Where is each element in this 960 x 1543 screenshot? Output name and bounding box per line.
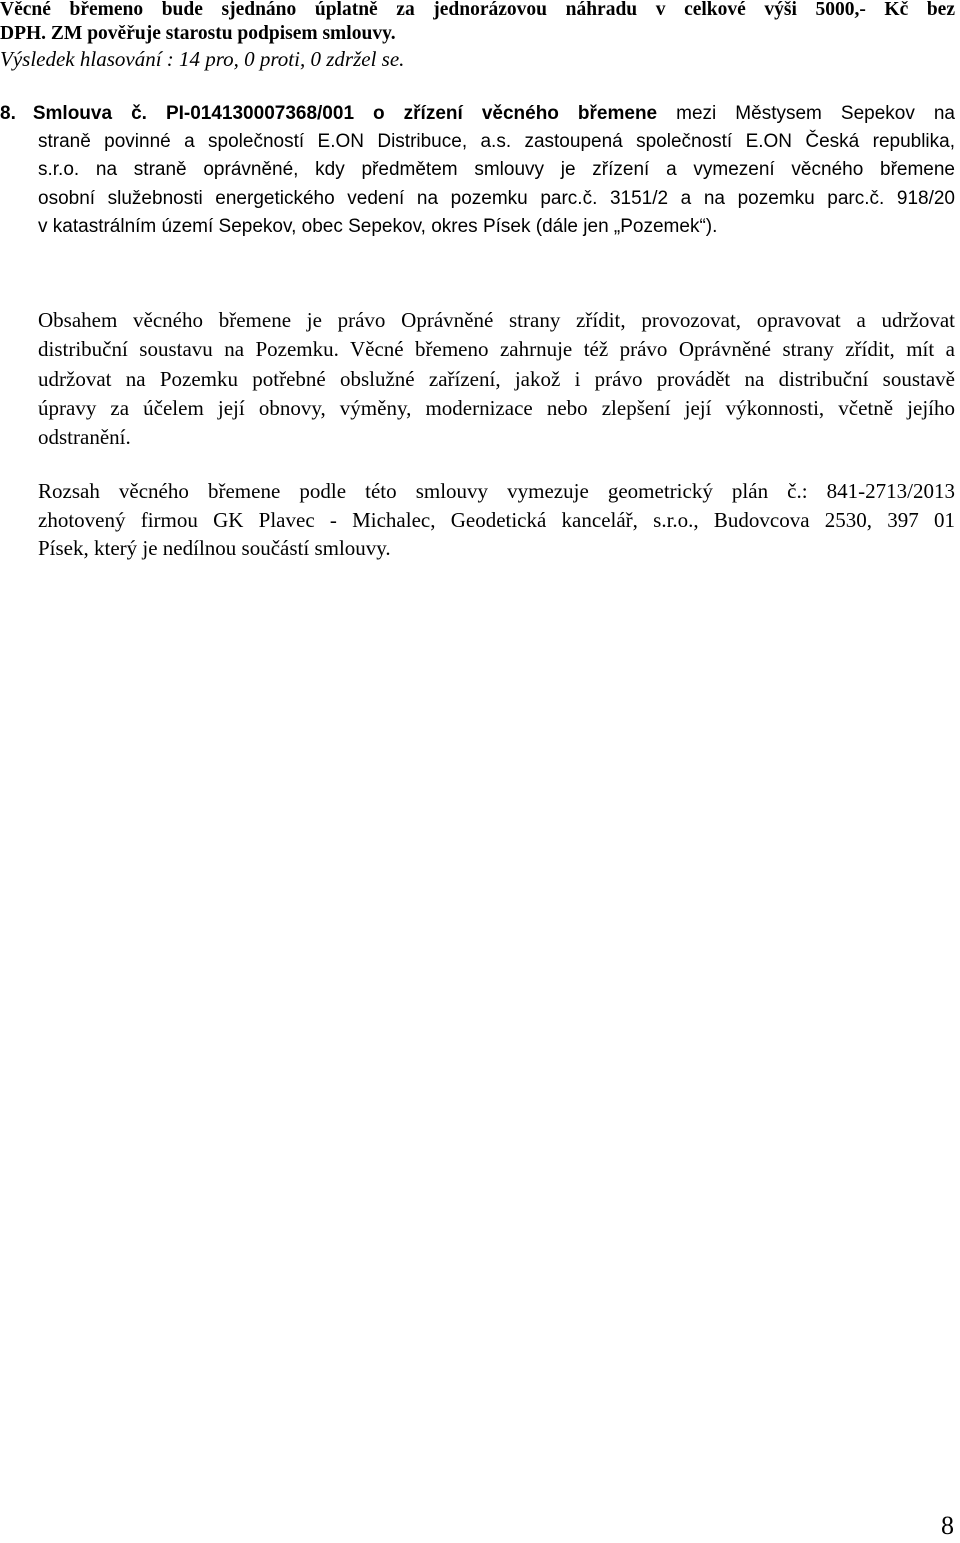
scope-paragraph-line-1: Rozsah věcného břemene podle této smlouvy vymezuje geometrický plán č.: 841-2713/2013 [38,479,955,503]
item-8-line-3: s.r.o. na straně oprávněné, kdy předmětem smlouvy je zřízení a vymezení věcného břemene [38,159,955,180]
item-8-line-2: straně povinné a společností E.ON Distribuce, a.s. zastoupená společností E.ON Česká republika, [38,131,955,152]
item-8-line-5: v katastrálním území Sepekov, obec Sepekov, okres Písek (dále jen „Pozemek“). [38,216,718,237]
content-paragraph-line-3: udržovat na Pozemku potřebné obslužné zařízení, jakož i právo provádět na distribuční soustavě [38,367,955,391]
content-paragraph-line-4: úpravy za účelem její obnovy, výměny, modernizace nebo zlepšení její výkonnosti, včetně jejího [38,396,955,420]
item-8-title-rest: mezi Městysem Sepekov na [657,103,955,124]
scope-paragraph-line-2: zhotovený firmou GK Plavec - Michalec, Geodetická kancelář, s.r.o., Budovcova 2530, 397 01 [38,508,955,532]
content-paragraph-line-2: distribuční soustavu na Pozemku. Věcné břemeno zahrnuje též právo Oprávněné strany zřídit, mít a [38,337,955,361]
scope-paragraph-line-3: Písek, který je nedílnou součástí smlouvy. [38,536,391,560]
resolution-text-line-2: DPH. ZM pověřuje starostu podpisem smlouvy. [0,23,396,44]
item-8-line-4: osobní služebnosti energetického vedení na pozemku parc.č. 3151/2 a na pozemku parc.č. 918/20 [38,188,955,209]
resolution-text-line-1: Věcné břemeno bude sjednáno úplatně za jednorázovou náhradu v celkové výši 5000,- Kč bez [0,0,955,20]
item-8-title-bold: Smlouva č. PI-014130007368/001 o zřízení věcného břemene [32,103,658,124]
content-paragraph-line-1: Obsahem věcného břemene je právo Oprávněné strany zřídit, provozovat, opravovat a udržovat [38,308,955,332]
vote-result-line: Výsledek hlasování : 14 pro, 0 proti, 0 zdržel se. [0,47,405,71]
page-number: 8 [941,1511,954,1540]
content-paragraph-line-5: odstranění. [38,425,131,449]
item-8-number: 8. [0,103,16,124]
item-8-heading-line [0,101,955,127]
